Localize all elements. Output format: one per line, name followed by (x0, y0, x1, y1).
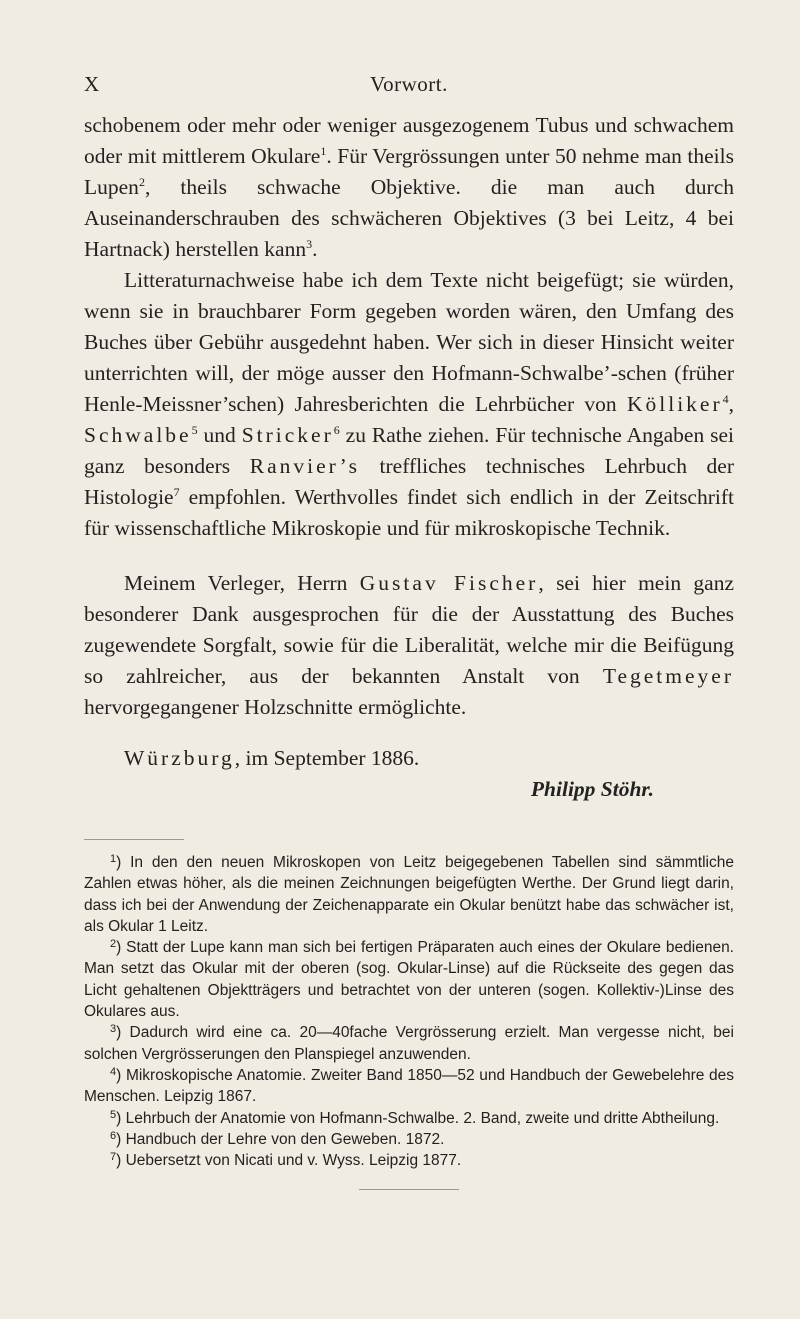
text-run: , (728, 392, 734, 416)
footnote-divider (84, 839, 184, 840)
footnote-number: 2 (110, 938, 117, 951)
running-title: Vorwort. (370, 72, 448, 96)
footnote-text: Dadurch wird eine ca. 20—40fache Vergrösserung erzielt. Man vergesse nicht, bei solchen Vergrösserungen den Planspiegel anzuwenden. (84, 1024, 734, 1063)
author-signature: Philipp Stöhr. (530, 777, 654, 801)
end-divider (359, 1189, 459, 1190)
text-run: zu Rathe ziehen. Für technische Angaben sei ganz besonders (84, 423, 734, 478)
paragraph-3 (84, 568, 734, 723)
paragraph-1 (84, 110, 734, 265)
footnote: $^4$) Mikroskopische Anatomie. Zweiter Band 1850—52 und Handbuch der Gewebelehre des Menschen. Leipzig 1867. (84, 1065, 735, 1106)
footnote-number: 7 (110, 1151, 117, 1164)
footnote: $^2$) Statt der Lupe kann man sich bei fertigen Präparaten auch eines der Okulare bedienen. Man setzt das Okular mit der oberen (sog. Okular-Linse) auf die Rückseite des gegen das Licht gehaltenen Objektträgers und betrachtet von der unteren (sogen. Kollektiv-)Linse des Okulares aus. (84, 938, 734, 1021)
page-number: X (84, 72, 100, 96)
footnote-text: Statt der Lupe kann man sich bei fertigen Präparaten auch eines der Okulare bedienen. Man setzt das Okular mit der oberen (sog. Okular-Linse) auf die Rückseite des gegen das Licht gehaltenen Objektträgers und betrachtet von der unteren (sogen. Kollektiv-)Linse des Okulares aus. (84, 939, 734, 1021)
paragraph-2 (84, 265, 734, 544)
publisher-name: Gustav Fischer (359, 571, 539, 595)
page-header (84, 72, 734, 110)
footnote: $^5$) Lehrbuch der Anatomie von Hofmann-Schwalbe. 2. Band, zweite und dritte Abtheilung. (110, 1108, 720, 1127)
place-date-line (84, 743, 734, 774)
footnote: $^1$) In den den neuen Mikroskopen von Leitz beigegebenen Tabellen sind sämmtliche Zahlen etwas höher, als die meinen Zeichnungen beigefügten Werthe. Der Grund liegt darin, dass ich bei der Anwendung der Zeichenapparate ein Okular benützt habe das schwächer ist, als Okular 1 Leitz. (84, 853, 734, 935)
footnotes (84, 852, 734, 1171)
text-run: , theils schwache Objektive. die man auch durch Auseinanderschrauben des schwächeren Objektives (3 bei Leitz, 4 bei Hartnack) herstellen kann (84, 175, 734, 261)
place-name: Würzburg (124, 746, 235, 770)
author-name: Ranvier’s (249, 454, 360, 478)
footnote-number: 3 (110, 1023, 117, 1036)
footnote-ref: 3 (306, 237, 313, 251)
author-name: Schwalbe (84, 423, 192, 447)
text-run: . Für Vergrössungen unter 50 nehme man theils Lupen (84, 144, 734, 199)
book-page (84, 72, 734, 1190)
footnote-text: Mikroskopische Anatomie. Zweiter Band 1850—52 und Handbuch der Gewebelehre des Menschen. Leipzig 1867. (84, 1066, 735, 1106)
footnote-text: In den den neuen Mikroskopen von Leitz beigegebenen Tabellen sind sämmtliche Zahlen etwas höher, als die meinen Zeichnungen beigefügten Werthe. Der Grund liegt darin, dass ich bei der Anwendung der Zeichenapparate ein Okular benützt habe das schwächer ist, als Okular 1 Leitz. (84, 854, 734, 935)
footnote-ref: 1 (320, 144, 327, 158)
footnote-ref: 5 (191, 423, 198, 437)
text-run: Meinem Verleger, Herrn (124, 571, 360, 595)
footnote-number: 4 (110, 1065, 117, 1078)
text-run: , sei hier mein ganz besonderer Dank ausgesprochen für die der Ausstattung des Buches zugewendete Sorgfalt, sowie für die Liberalität, welche mir die Beifügung so zahlreicher, aus der bekannten Anstalt von (84, 571, 735, 688)
footnote-number: 5 (110, 1108, 117, 1121)
text-run: . (312, 237, 318, 261)
footnote-text: Lehrbuch der Anatomie von Hofmann-Schwalbe. 2. Band, zweite und dritte Abtheilung. (125, 1109, 720, 1127)
text-run: treffliches technisches Lehrbuch der Histologie (84, 454, 734, 509)
date-text: , im September 1886. (234, 746, 420, 770)
text-run: und (197, 423, 242, 447)
footnote: $^3$) Dadurch wird eine ca. 20—40fache Vergrösserung erzielt. Man vergesse nicht, bei solchen Vergrösserungen den Planspiegel anzuwenden. (84, 1023, 734, 1063)
footnote-ref: 4 (722, 392, 729, 406)
text-run: Litteraturnachweise habe ich dem Texte nicht beigefügt; sie würden, wenn sie in brauchbarer Form gegeben worden wären, den Umfang des Buches über Gebühr ausgedehnt haben. Wer sich in dieser Hinsicht weiter unterrichten will, der möge ausser den Hofmann-Schwalbe’-schen (früher Henle-Meissner’schen) Jahresberichten die Lehrbücher von (84, 268, 734, 416)
footnote-ref: 7 (173, 485, 180, 499)
footnote-number: 1 (110, 853, 117, 865)
author-name: Kölliker (626, 392, 723, 416)
footnote-text: Uebersetzt von Nicati und v. Wyss. Leipzig 1877. (125, 1152, 462, 1170)
footnote-ref: 6 (333, 423, 340, 437)
text-run: hervorgegangener Holzschnitte ermöglichte. (84, 695, 467, 719)
text-run: schobenem oder mehr oder weniger ausgezogenem Tubus und schwachem oder mit mittlerem Okulare (84, 113, 734, 168)
footnote-text: Handbuch der Lehre von den Geweben. 1872. (125, 1130, 445, 1148)
author-name: Stricker (241, 423, 334, 447)
footnote-number: 6 (110, 1129, 117, 1142)
engraver-name: Tegetmeyer (602, 664, 734, 688)
footnote: $^6$) Handbuch der Lehre von den Geweben. 1872. (110, 1129, 445, 1148)
text-run: empfohlen. Werthvolles findet sich endlich in der Zeitschrift für wissenschaftliche Mikroskopie und für mikroskopische Technik. (84, 485, 734, 540)
main-text (84, 110, 734, 805)
footnote: $^7$) Uebersetzt von Nicati und v. Wyss. Leipzig 1877. (110, 1151, 462, 1170)
footnote-ref: 2 (138, 175, 145, 189)
